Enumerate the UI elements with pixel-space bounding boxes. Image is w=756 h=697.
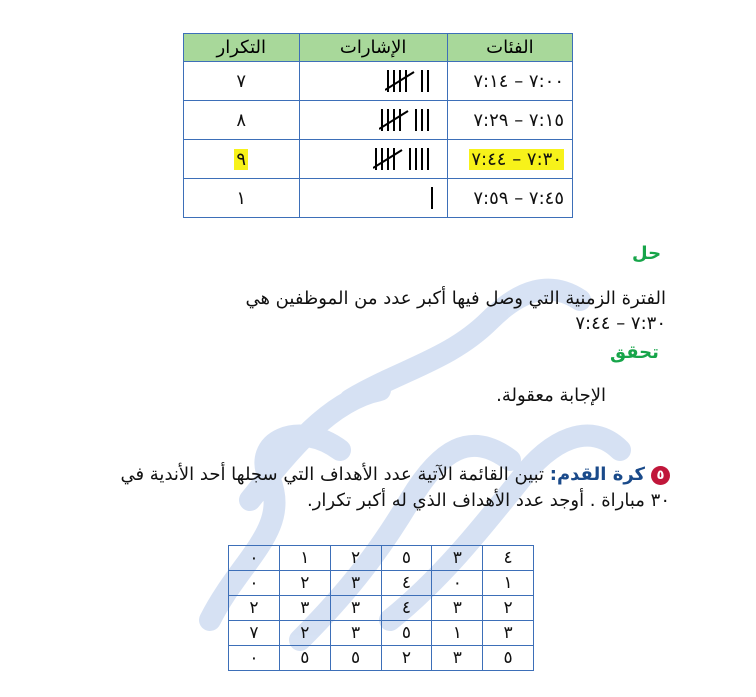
goals-row	[229, 571, 534, 596]
header-frequency: التكرار	[184, 34, 300, 62]
goals-cell: ٠	[432, 571, 483, 596]
goals-cell: ١	[279, 546, 330, 571]
goals-row	[229, 546, 534, 571]
goals-cell: ٣	[483, 621, 534, 646]
tally-marks	[385, 67, 441, 95]
goals-cell: ٠	[229, 546, 280, 571]
category-label: ٧:١٥ – ٧:٢٩	[473, 109, 564, 131]
goals-cell: ٣	[432, 646, 483, 671]
tally-marks	[373, 145, 441, 173]
frequency-table	[183, 33, 573, 218]
goals-cell: ٢	[330, 546, 381, 571]
frequency-cell	[184, 101, 300, 140]
tally-marks	[429, 184, 441, 212]
solution-text	[66, 288, 666, 334]
category-label: ٧:٠٠ – ٧:١٤	[473, 70, 564, 92]
goals-cell: ٠	[229, 646, 280, 671]
goals-cell: ١	[483, 571, 534, 596]
goals-cell: ٣	[279, 596, 330, 621]
problem-title: كرة القدم:	[549, 464, 645, 485]
goals-cell: ٥	[279, 646, 330, 671]
solution-heading: حل	[632, 243, 662, 264]
goals-cell: ٢	[483, 596, 534, 621]
goals-cell: ٢	[279, 621, 330, 646]
goals-cell: ٣	[432, 596, 483, 621]
tally-marks	[379, 106, 441, 134]
tally-cell	[299, 179, 447, 218]
frequency-value: ٧	[236, 70, 247, 92]
frequency-value: ٨	[236, 109, 247, 131]
goals-row	[229, 621, 534, 646]
goals-cell: ٢	[279, 571, 330, 596]
tally-cell	[299, 62, 447, 101]
frequency-cell	[184, 140, 300, 179]
goals-cell: ٢	[229, 596, 280, 621]
category-cell	[447, 101, 572, 140]
goals-cell: ٥	[381, 546, 432, 571]
goals-table	[228, 545, 534, 671]
goals-cell: ٠	[229, 571, 280, 596]
frequency-cell	[184, 179, 300, 218]
goals-cell: ٣	[330, 596, 381, 621]
goals-cell: ٥	[330, 646, 381, 671]
header-tallies: الإشارات	[299, 34, 447, 62]
goals-cell: ٤	[483, 546, 534, 571]
header-categories: الفئات	[447, 34, 572, 62]
goals-cell: ٣	[432, 546, 483, 571]
frequency-value: ١	[236, 187, 247, 209]
goals-cell: ٧	[229, 621, 280, 646]
goals-cell: ٤	[381, 571, 432, 596]
goals-cell: ٤	[381, 596, 432, 621]
goals-cell: ١	[432, 621, 483, 646]
category-label: ٧:٤٥ – ٧:٥٩	[473, 187, 564, 209]
frequency-row	[184, 179, 573, 218]
category-cell	[447, 140, 572, 179]
problem-statement	[100, 462, 670, 514]
solution-text-line1: الفترة الزمنية التي وصل فيها أكبر عدد من الموظفين هي	[245, 288, 666, 309]
frequency-row	[184, 62, 573, 101]
goals-cell: ٢	[381, 646, 432, 671]
category-label: ٧:٣٠ – ٧:٤٤	[471, 148, 562, 170]
problem-number-badge: ٥	[651, 466, 670, 485]
check-heading: تحقق	[610, 342, 659, 363]
goals-row	[229, 646, 534, 671]
tally-cell	[299, 101, 447, 140]
tally-cell	[299, 140, 447, 179]
check-text: الإجابة معقولة.	[496, 385, 606, 406]
goals-row	[229, 596, 534, 621]
goals-cell: ٥	[483, 646, 534, 671]
frequency-row	[184, 140, 573, 179]
goals-cell: ٣	[330, 621, 381, 646]
category-cell	[447, 179, 572, 218]
frequency-table-header	[184, 34, 573, 62]
category-cell	[447, 62, 572, 101]
frequency-cell	[184, 62, 300, 101]
frequency-row	[184, 101, 573, 140]
goals-cell: ٥	[381, 621, 432, 646]
frequency-value: ٩	[236, 148, 247, 170]
solution-answer: ٧:٣٠ – ٧:٤٤	[575, 313, 666, 334]
goals-cell: ٣	[330, 571, 381, 596]
problem-text: تبين القائمة الآتية عدد الأهداف التي سجلها أحد الأندية في ٣٠ مباراة . أوجد عدد الأهداف الذي له أكبر تكرار.	[120, 464, 670, 511]
